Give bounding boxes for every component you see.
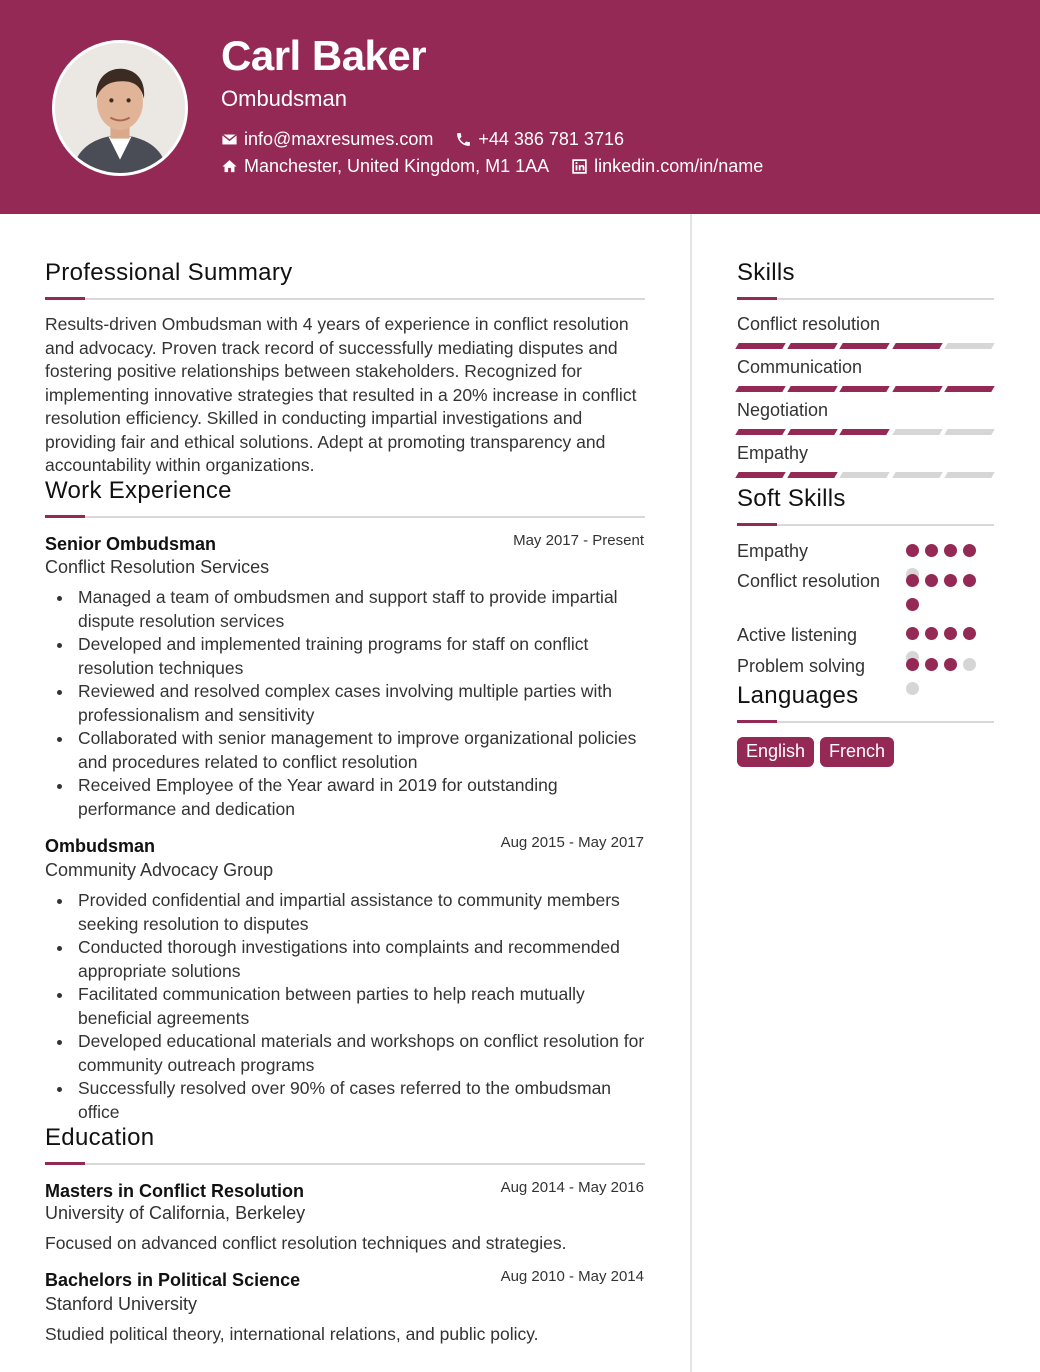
soft-skill-dot	[963, 544, 976, 557]
school-name: Stanford University	[45, 1294, 198, 1314]
phone-text: +44 386 781 3716	[478, 129, 624, 149]
skill-level-segment	[840, 429, 891, 435]
soft-skill-dot	[906, 682, 919, 695]
soft-skills-rule	[737, 524, 994, 526]
list-item: Provided confidential and impartial assistance to community members seeking resolution to disputes	[45, 889, 645, 936]
skills-rule	[737, 298, 994, 300]
languages-heading: Languages	[737, 682, 859, 709]
skill-level-bar	[737, 472, 993, 478]
soft-skills-heading: Soft Skills	[737, 485, 846, 512]
list-item: Facilitated communication between parties to help reach mutually beneficial agreements	[45, 983, 645, 1030]
soft-skill-dots	[906, 574, 980, 611]
contact-row-primary	[221, 129, 624, 150]
list-item: Received Employee of the Year award in 2019 for outstanding performance and dedication	[45, 774, 645, 821]
skill-level-segment	[787, 429, 838, 435]
soft-skill-label: Empathy	[737, 541, 809, 561]
degree-title: Bachelors in Political Science	[45, 1270, 301, 1290]
candidate-role: Ombudsman	[221, 86, 347, 111]
column-divider	[690, 214, 692, 1372]
soft-skill-dot	[944, 544, 957, 557]
list-item: Reviewed and resolved complex cases involving multiple parties with professionalism and sensitivity	[45, 680, 645, 727]
address-text: Manchester, United Kingdom, M1 1AA	[244, 156, 550, 176]
skill-level-segment	[892, 472, 943, 478]
skill-level-bar	[737, 343, 993, 349]
address-contact	[221, 156, 549, 177]
education-rule	[45, 1163, 645, 1165]
skill-level-segment	[944, 472, 995, 478]
skill-level-segment	[944, 386, 995, 392]
soft-skill-dot	[944, 574, 957, 587]
job-bullets	[45, 889, 645, 1124]
soft-skill-dots	[906, 658, 980, 695]
person-portrait-icon	[55, 43, 185, 173]
language-tags	[737, 737, 894, 767]
job-title: Senior Ombudsman	[45, 534, 217, 554]
resume-header	[0, 0, 1040, 214]
candidate-name: Carl Baker	[221, 32, 427, 79]
language-tag: French	[820, 737, 894, 767]
skill-level-segment	[787, 343, 838, 349]
soft-skill-dot	[906, 598, 919, 611]
soft-skill-dot	[925, 658, 938, 671]
education-description: Focused on advanced conflict resolution techniques and strategies.	[45, 1233, 567, 1253]
email-contact[interactable]	[221, 129, 433, 150]
soft-skill-dot	[963, 627, 976, 640]
linkedin-text: linkedin.com/in/name	[594, 156, 764, 176]
education-date: Aug 2014 - May 2016	[500, 1179, 644, 1196]
list-item: Collaborated with senior management to improve organizational policies and procedures related to conflict resolution	[45, 727, 645, 774]
soft-skill-label: Problem solving	[737, 656, 866, 676]
linkedin-contact[interactable]	[571, 156, 763, 177]
experience-heading: Work Experience	[45, 477, 232, 504]
soft-skill-dot	[925, 574, 938, 587]
language-tag: English	[737, 737, 814, 767]
linkedin-icon	[571, 158, 588, 175]
skill-level-segment	[735, 429, 786, 435]
skill-level-segment	[944, 429, 995, 435]
skill-level-segment	[735, 343, 786, 349]
list-item: Developed and implemented training programs for staff on conflict resolution techniques	[45, 633, 645, 680]
skill-level-segment	[735, 472, 786, 478]
languages-rule	[737, 721, 994, 723]
soft-skill-dot	[944, 627, 957, 640]
skill-level-segment	[892, 343, 943, 349]
job-date: Aug 2015 - May 2017	[500, 834, 644, 851]
soft-skill-dot	[944, 658, 957, 671]
skill-level-bar	[737, 429, 993, 435]
job-date: May 2017 - Present	[513, 532, 644, 549]
skill-level-segment	[840, 386, 891, 392]
soft-skill-dot	[906, 658, 919, 671]
list-item: Conducted thorough investigations into complaints and recommended appropriate solutions	[45, 936, 645, 983]
email-text: info@maxresumes.com	[244, 129, 434, 149]
soft-skill-dot	[925, 544, 938, 557]
skill-level-segment	[787, 386, 838, 392]
degree-title: Masters in Conflict Resolution	[45, 1181, 305, 1201]
soft-skill-label: Conflict resolution	[737, 571, 881, 591]
soft-skill-label: Active listening	[737, 625, 858, 645]
list-item: Developed educational materials and workshops on conflict resolution for community outreach programs	[45, 1030, 645, 1077]
skill-label: Communication	[737, 357, 863, 377]
education-date: Aug 2010 - May 2014	[500, 1268, 644, 1285]
education-description: Studied political theory, international relations, and public policy.	[45, 1324, 539, 1344]
summary-rule	[45, 298, 645, 300]
summary-text: Results-driven Ombudsman with 4 years of experience in conflict resolution and advocacy. Proven track record of successfully mediating disputes and fostering positive relationships between stakeholders. Recognized for implementing innovative strategies that resulted in a 20% increase in conflict resolution efficiency. Skilled in conducting impartial investigations and providing fair and ethical solutions. Adept at promoting transparency and accountability within organizations.	[45, 314, 637, 475]
skill-label: Negotiation	[737, 400, 829, 420]
skill-level-segment	[892, 429, 943, 435]
skill-level-segment	[892, 386, 943, 392]
soft-skill-dot	[906, 544, 919, 557]
phone-icon	[455, 131, 472, 148]
soft-skill-dot	[906, 627, 919, 640]
skill-level-segment	[840, 472, 891, 478]
skill-level-segment	[735, 386, 786, 392]
skill-label: Empathy	[737, 443, 809, 463]
job-bullets	[45, 586, 645, 821]
skills-heading: Skills	[737, 259, 795, 286]
envelope-icon	[221, 131, 238, 148]
contact-row-secondary	[221, 156, 763, 177]
education-heading: Education	[45, 1124, 155, 1151]
soft-skill-dot	[925, 627, 938, 640]
job-title: Ombudsman	[45, 836, 156, 856]
skill-label: Conflict resolution	[737, 314, 881, 334]
job-organization: Community Advocacy Group	[45, 860, 274, 880]
skill-level-bar	[737, 386, 993, 392]
skill-level-segment	[787, 472, 838, 478]
soft-skill-dot	[906, 574, 919, 587]
skill-level-segment	[840, 343, 891, 349]
job-organization: Conflict Resolution Services	[45, 557, 270, 577]
list-item: Managed a team of ombudsmen and support staff to provide impartial dispute resolution services	[45, 586, 645, 633]
home-icon	[221, 158, 238, 175]
skill-level-segment	[944, 343, 995, 349]
phone-contact[interactable]	[455, 129, 624, 150]
school-name: University of California, Berkeley	[45, 1203, 306, 1223]
list-item: Successfully resolved over 90% of cases referred to the ombudsman office	[45, 1077, 645, 1124]
soft-skill-dot	[963, 574, 976, 587]
summary-heading: Professional Summary	[45, 259, 293, 286]
experience-rule	[45, 516, 645, 518]
soft-skill-dot	[963, 658, 976, 671]
profile-photo	[52, 40, 188, 176]
